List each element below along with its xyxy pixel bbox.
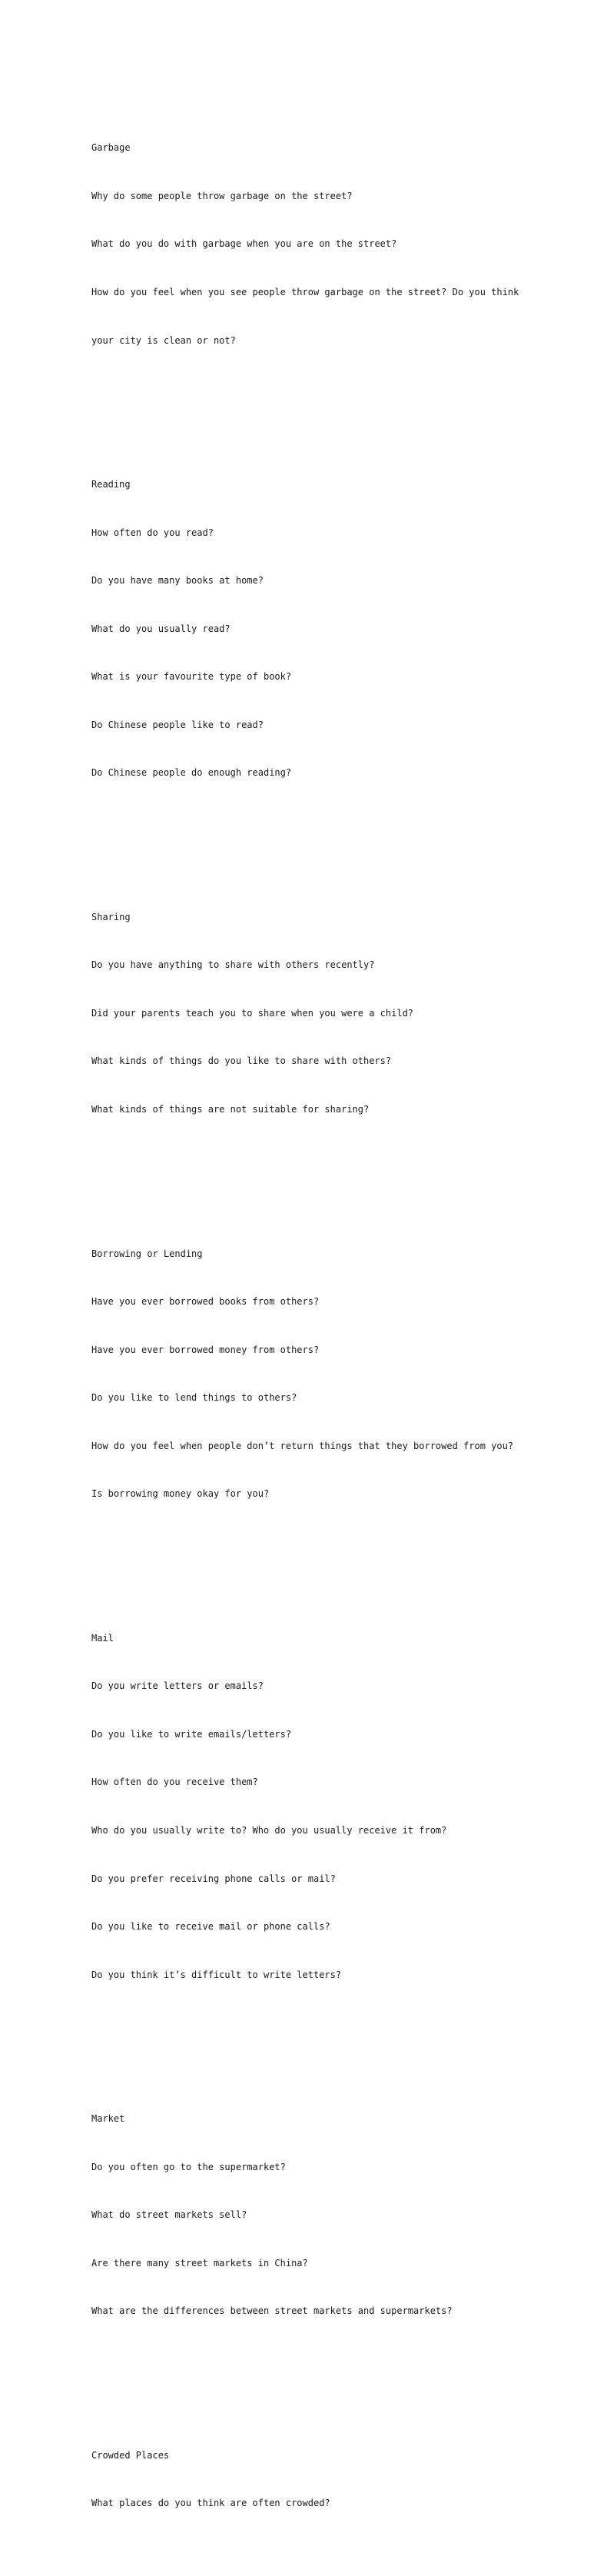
- question-line: What do you do with garbage when you are on the street?: [91, 238, 397, 250]
- section-heading: Garbage: [91, 142, 131, 154]
- question-line: Do you prefer receiving phone calls or mail?: [91, 1873, 336, 1884]
- question-line: your city is clean or not?: [91, 334, 236, 346]
- section-heading: Reading: [91, 479, 131, 490]
- question-line: What kinds of things are not suitable for sharing?: [91, 1104, 370, 1115]
- question-line: How do you feel when you see people throw garbage on the street? Do you think: [91, 286, 519, 297]
- question-line: Do you like to write emails/letters?: [91, 1728, 292, 1740]
- section-garbage: [91, 108, 522, 381]
- section-heading: Mail: [91, 1632, 114, 1644]
- question-line: Do Chinese people like to read?: [91, 719, 264, 730]
- section-reading: [91, 444, 522, 813]
- question-line: Do you have many books at home?: [91, 575, 264, 587]
- question-line: Do you like to receive mail or phone calls?: [91, 1921, 330, 1933]
- document-page: [91, 76, 522, 2576]
- question-line: What do you usually read?: [91, 623, 231, 634]
- question-line: How often do you read?: [91, 527, 214, 538]
- question-line: Are there many street markets in China?: [91, 2257, 308, 2269]
- question-line: Who do you usually write to? Who do you usually receive it from?: [91, 1824, 447, 1836]
- section-mail: [91, 1598, 522, 2015]
- question-line: What are the differences between street markets and supermarkets?: [91, 2305, 453, 2317]
- question-line: Did your parents teach you to share when you were a child?: [91, 1007, 414, 1019]
- section-market: [91, 2079, 522, 2351]
- section-crowded-places: [91, 2415, 522, 2544]
- question-line: Why do some people throw garbage on the street?: [91, 190, 353, 201]
- question-line: What places do you think are often crowded?: [91, 2498, 330, 2509]
- question-line: Have you ever borrowed money from others?: [91, 1344, 320, 1355]
- question-line: How often do you receive them?: [91, 1777, 258, 1788]
- section-heading: Sharing: [91, 911, 131, 922]
- question-line: Is borrowing money okay for you?: [91, 1488, 270, 1500]
- question-line: Do you like to lend things to others?: [91, 1392, 297, 1404]
- section-heading: Market: [91, 2113, 125, 2125]
- question-line: Have you ever borrowed books from others?: [91, 1296, 320, 1308]
- question-line: Do you often go to the supermarket?: [91, 2161, 286, 2172]
- section-heading: Borrowing or Lending: [91, 1248, 203, 1259]
- question-line: How do you feel when people don’t return things that they borrowed from you?: [91, 1440, 514, 1451]
- section-sharing: [91, 877, 522, 1149]
- question-line: What kinds of things do you like to share with others?: [91, 1055, 392, 1067]
- question-line: Do you write letters or emails?: [91, 1680, 264, 1692]
- section-heading: Crowded Places: [91, 2449, 170, 2461]
- question-line: Do you think it’s difficult to write letters?: [91, 1969, 342, 1980]
- question-line: Do Chinese people do enough reading?: [91, 767, 292, 779]
- section-borrowing-or-lending: [91, 1214, 522, 1534]
- question-line: What do street markets sell?: [91, 2209, 247, 2221]
- question-line: Do you have anything to share with others recently?: [91, 959, 375, 971]
- question-line: What is your favourite type of book?: [91, 671, 292, 683]
